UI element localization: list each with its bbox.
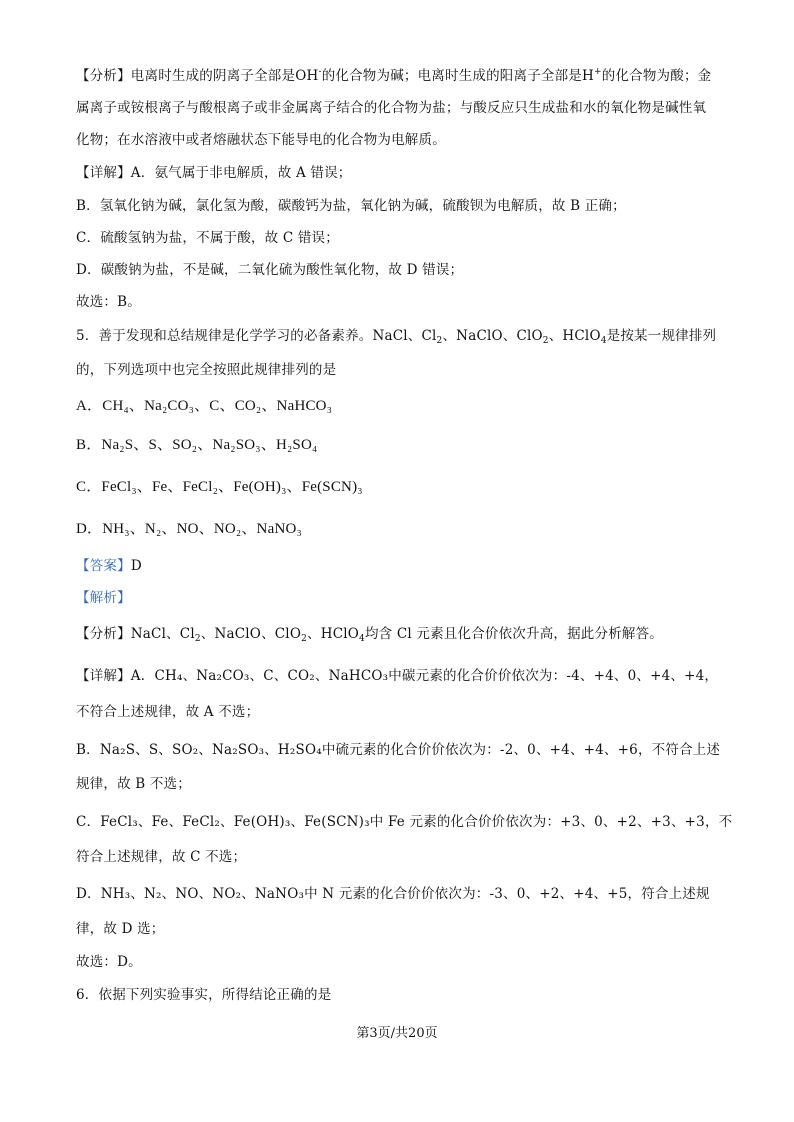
detail5-d1: D．NH₃、N₂、NO、NO₂、NaNO₃中 N 元素的化合价价依次为：-3、0、+2、+4、+5，符合上述规 xyxy=(76,886,710,902)
answer xyxy=(76,556,726,576)
analysis-line-3: 化物；在水溶液中或者熔融状态下能导电的化合物为电解质。 xyxy=(76,132,446,148)
answer-value: D xyxy=(130,558,142,574)
detail5-c2: 符合上述规律，故 C 不选； xyxy=(76,849,247,865)
page-footer: 第3页/共20页 xyxy=(356,1026,438,1041)
question-5-stem: 5．善于发现和总结规律是化学学习的必备素养。NaCl、$Cl_2$、NaClO、ClO$_2$、HClO$_4$是按某一规律排列 xyxy=(76,328,717,346)
question-5-stem-2: 的，下列选项中也完全按照此规律排列的是 xyxy=(76,362,337,378)
detail5-choice: 故选：D。 xyxy=(76,954,142,970)
detail5-b1: B．Na₂S、S、SO₂、Na₂SO₃、H₂SO₄中硫元素的化合价价依次为：-2、0、+4、+4、+6，不符合上述 xyxy=(76,742,721,758)
detail5-a2: 不符合上述规律，故 A 不选； xyxy=(76,704,260,720)
detail-choice: 故选：B。 xyxy=(76,294,141,310)
analysis-line-2: 属离子或铵根离子与酸根离子或非金属离子结合的化合物为盐；与酸反应只生成盐和水的氧化物是碱性氧 xyxy=(76,100,707,116)
question-6-stem: 6．依据下列实验事实，所得结论正确的是 xyxy=(76,987,332,1003)
option-c: C．FeCl₃、Fe、FeCl₂、Fe(OH)₃、Fe(SCN)₃ xyxy=(76,479,363,495)
detail5-a1: 【详解】A．CH₄、Na₂CO₃、C、CO₂、NaHCO₃中碳元素的化合价价依次为：-4、+4、0、+4、+4， xyxy=(76,668,719,684)
answer-tag: 【答案】 xyxy=(76,558,131,574)
option-a: A．CH₄、Na₂CO₃、C、CO₂、NaHCO₃ xyxy=(76,398,333,414)
option-d: D．NH₃、N₂、NO、NO₂、NaNO₃ xyxy=(76,521,302,537)
detail5-d2: 律，故 D 选； xyxy=(76,921,165,937)
detail-a: 【详解】A．氨气属于非电解质，故 A 错误； xyxy=(76,165,352,181)
detail5-b2: 规律，故 B 不选； xyxy=(76,776,192,792)
detail-b: B．氢氧化钠为碱，氯化氢为酸，碳酸钙为盐，氧化钠为碱，硫酸钡为电解质，故 B 正确； xyxy=(76,198,626,214)
detail-d: D．碳酸钠为盐，不是碱，二氧化硫为酸性氧化物，故 D 错误； xyxy=(76,262,464,278)
detail-c: C．硫酸氢钠为盐，不属于酸，故 C 错误； xyxy=(76,230,339,246)
analysis-line-1: 【分析】电离时生成的阴离子全部是OH-的化合物为碱；电离时生成的阳离子全部是H+的化合物为酸；金 xyxy=(76,67,712,84)
detail5-c1: C．FeCl₃、Fe、FeCl₂、Fe(OH)₃、Fe(SCN)₃中 Fe 元素的化合价价依次为：+3、0、+2、+3、+3，不 xyxy=(76,814,733,830)
option-b: B．Na₂S、S、SO₂、Na₂SO₃、H₂SO₄ xyxy=(76,437,318,453)
analysis-5: 【分析】NaCl、$Cl_2$、NaClO、ClO$_2$、HClO$_4$均含 Cl 元素且化合价依次升高，据此分析解答。 xyxy=(76,626,663,644)
explanation-tag: 【解析】 xyxy=(76,590,131,606)
